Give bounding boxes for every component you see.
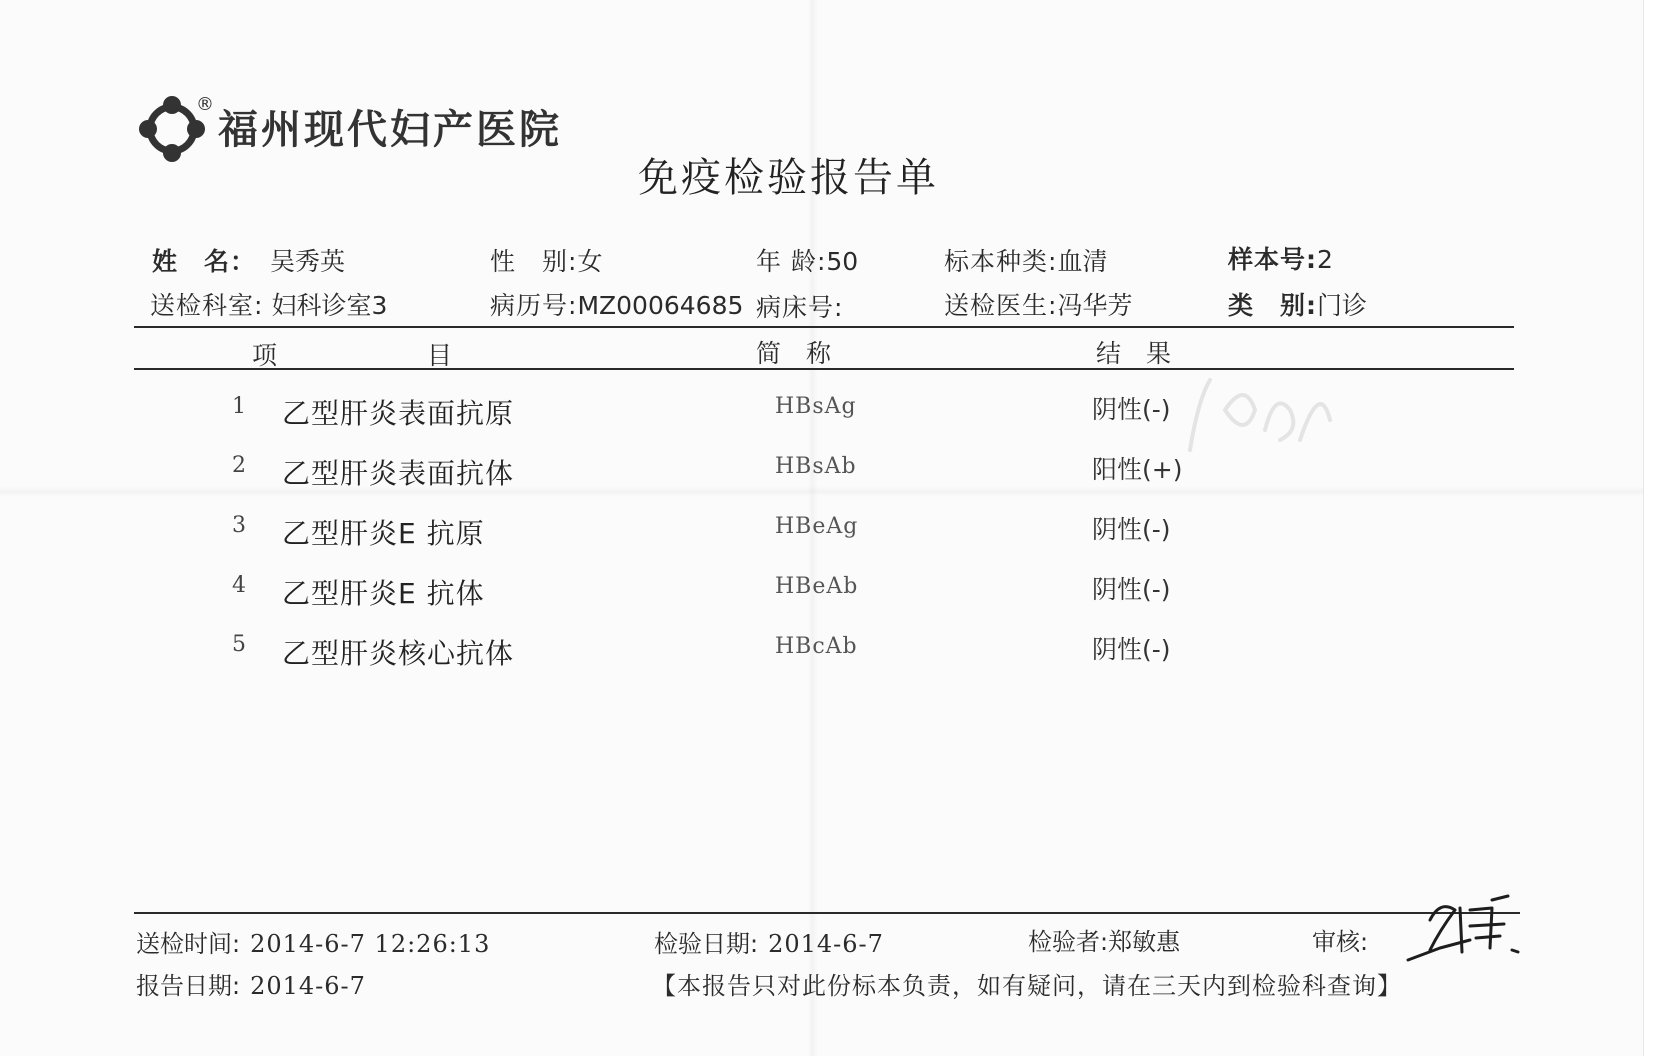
- row-abbreviation: HBsAg: [775, 394, 857, 419]
- record-no-field: [490, 286, 743, 322]
- bed-no-label: 病床号:: [756, 293, 844, 322]
- header-result: 结 果: [1096, 339, 1172, 368]
- doctor-value: 冯华芳: [1057, 291, 1133, 320]
- row-number: 5: [232, 632, 246, 657]
- dept-label: 送检科室:: [150, 291, 264, 320]
- paper-edge: [1643, 0, 1680, 1056]
- row-abbreviation: HBeAb: [775, 574, 859, 599]
- sample-no-label: 样本号:: [1228, 245, 1317, 274]
- row-result: 阳性(+): [1092, 455, 1183, 484]
- doctor-label: 送检医生:: [944, 291, 1058, 320]
- bed-no-field: [756, 288, 843, 324]
- header-abbr: 简 称: [756, 339, 832, 368]
- registered-mark: ®: [196, 94, 214, 115]
- row-result: 阴性(-): [1092, 515, 1171, 544]
- dept-value: 妇科诊室3: [271, 291, 388, 320]
- row-number: 2: [232, 453, 246, 478]
- doctor-field: [944, 286, 1132, 322]
- row-abbreviation: HBeAg: [775, 514, 859, 539]
- row-test-item: 乙型肝炎核心抗体: [282, 637, 515, 670]
- row-result: 阴性(-): [1092, 395, 1171, 424]
- report-date-field: [136, 966, 366, 1001]
- report-date-label: 报告日期:: [136, 972, 241, 1000]
- tester-value: 郑敏惠: [1108, 928, 1181, 956]
- row-number: 4: [232, 573, 246, 598]
- patient-name-value: 吴秀英: [270, 247, 346, 276]
- row-abbreviation: HBsAb: [775, 454, 857, 479]
- specimen-field: [944, 242, 1107, 278]
- gender-field: [490, 242, 602, 278]
- age-value: 50: [826, 247, 859, 276]
- category-label: 类 别:: [1228, 291, 1317, 320]
- report-notice: 【本报告只对此份标本负责，如有疑问，请在三天内到检验科查询】: [652, 972, 1402, 1000]
- specimen-label: 标本种类:: [944, 247, 1058, 276]
- record-no-value: MZ00064685: [577, 291, 744, 320]
- faint-handwriting-mark: [1170, 340, 1340, 480]
- sample-no-field: [1228, 240, 1333, 276]
- test-date-value: 2014-6-7: [768, 930, 884, 958]
- report-title: 免疫检验报告单: [638, 155, 939, 201]
- dept-field: [150, 286, 387, 322]
- submit-time-label: 送检时间:: [136, 930, 241, 958]
- patient-name-field: [152, 242, 345, 278]
- specimen-value: 血清: [1057, 247, 1108, 276]
- reviewer-field: [1312, 922, 1368, 957]
- submit-time-field: [136, 924, 490, 959]
- row-result: 阴性(-): [1092, 575, 1171, 604]
- reviewer-label: 审核:: [1312, 928, 1369, 956]
- row-number: 1: [232, 394, 246, 419]
- category-value: 门诊: [1317, 291, 1368, 320]
- row-test-item: 乙型肝炎E 抗体: [282, 577, 485, 610]
- hospital-name: 福州现代妇产医院: [218, 107, 562, 153]
- gender-value: 女: [577, 247, 603, 276]
- tester-field: [1028, 922, 1180, 957]
- test-date-label: 检验日期:: [654, 930, 759, 958]
- test-date-field: [654, 924, 884, 959]
- footer-rule: [134, 912, 1520, 914]
- age-field: [756, 242, 858, 278]
- gender-label: 性 别:: [490, 247, 578, 276]
- report-date-value: 2014-6-7: [250, 972, 366, 1000]
- record-no-label: 病历号:: [490, 291, 578, 320]
- row-test-item: 乙型肝炎表面抗体: [282, 457, 515, 490]
- age-label: 年 龄:: [756, 247, 827, 276]
- row-number: 3: [232, 513, 246, 538]
- row-abbreviation: HBcAb: [775, 634, 858, 659]
- row-result: 阴性(-): [1092, 635, 1171, 664]
- patient-name-label: 姓 名：: [152, 247, 257, 276]
- reviewer-signature: [1400, 890, 1530, 970]
- submit-time-value: 2014-6-7 12:26:13: [250, 930, 491, 958]
- row-test-item: 乙型肝炎E 抗原: [282, 517, 485, 550]
- row-test-item: 乙型肝炎表面抗原: [282, 397, 515, 430]
- category-field: [1228, 286, 1367, 322]
- sample-no-value: 2: [1317, 245, 1333, 274]
- table-top-rule: [134, 326, 1514, 328]
- header-item: 项 目: [252, 341, 453, 370]
- tester-label: 检验者:: [1028, 928, 1109, 956]
